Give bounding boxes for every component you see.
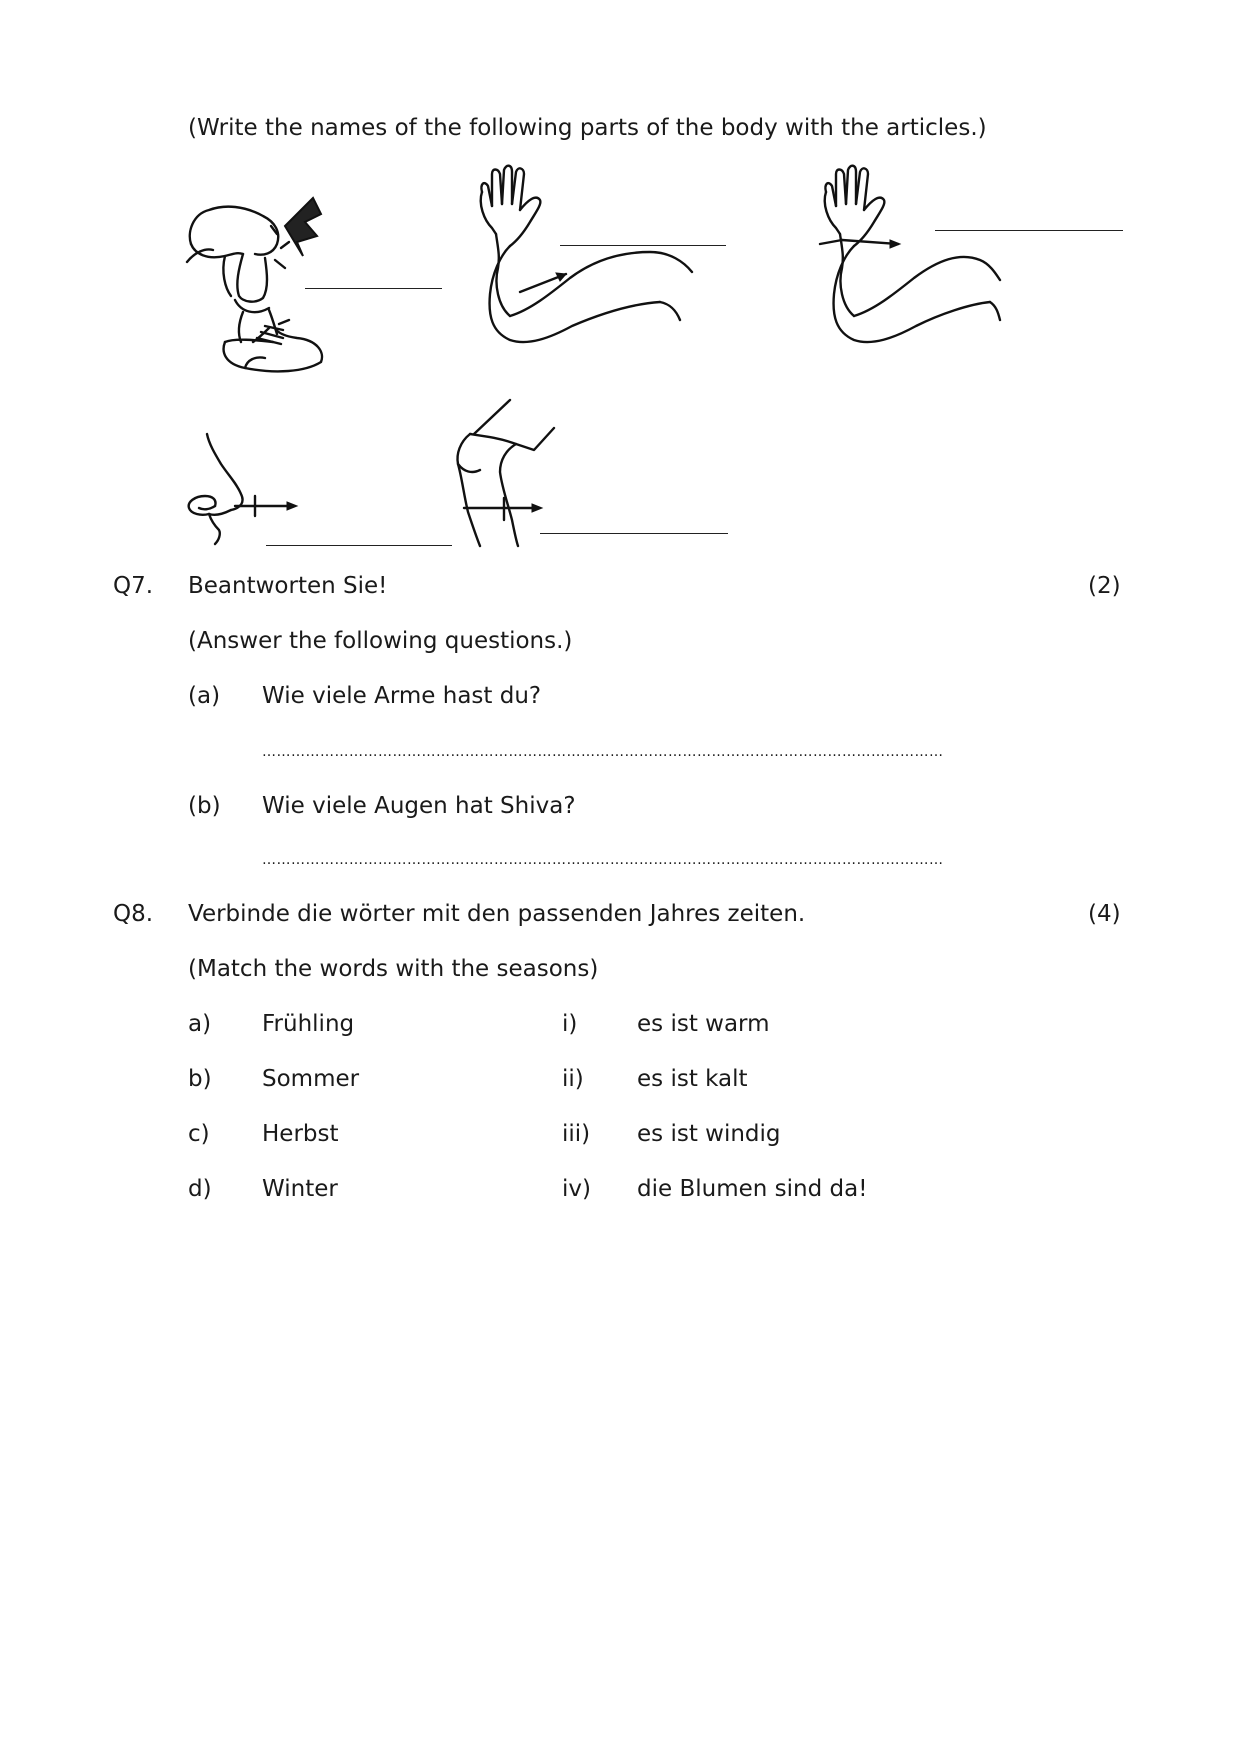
q8-marks: (4) bbox=[1088, 901, 1121, 927]
q8-left-word: Frühling bbox=[262, 1011, 355, 1037]
q8-left-word: Winter bbox=[262, 1176, 338, 1202]
q8-left-label: c) bbox=[188, 1121, 210, 1147]
q8-left-label: a) bbox=[188, 1011, 212, 1037]
answer-blank[interactable] bbox=[935, 230, 1123, 231]
answer-blank[interactable] bbox=[266, 545, 452, 546]
q7-item-b-label: (b) bbox=[188, 793, 221, 819]
q8-right-label: iv) bbox=[562, 1176, 591, 1202]
q6-instruction: (Write the names of the following parts of the body with the articles.) bbox=[188, 115, 987, 141]
q7-item-a-answer-line[interactable]: …………………………………………………………………………………………………………………………… bbox=[262, 744, 944, 760]
nose-icon bbox=[185, 430, 305, 550]
q8-left-word: Herbst bbox=[262, 1121, 339, 1147]
q7-item-b-answer-line[interactable]: …………………………………………………………………………………………………………………………… bbox=[262, 852, 944, 868]
q8-title: Verbinde die wörter mit den passenden Jahres zeiten. bbox=[188, 901, 806, 927]
q7-number: Q7. bbox=[113, 573, 154, 599]
hand-palm-icon bbox=[820, 164, 1010, 374]
q8-right-label: ii) bbox=[562, 1066, 584, 1092]
knee-kick-icon bbox=[185, 192, 345, 382]
q8-number: Q8. bbox=[113, 901, 154, 927]
knee-icon bbox=[450, 398, 560, 548]
q8-left-word: Sommer bbox=[262, 1066, 360, 1092]
q7-title: Beantworten Sie! bbox=[188, 573, 388, 599]
answer-blank[interactable] bbox=[560, 245, 726, 246]
q8-right-phrase: es ist windig bbox=[637, 1121, 781, 1147]
q8-left-label: d) bbox=[188, 1176, 212, 1202]
q8-subtitle: (Match the words with the seasons) bbox=[188, 956, 599, 982]
q8-right-phrase: es ist kalt bbox=[637, 1066, 748, 1092]
answer-blank[interactable] bbox=[540, 533, 728, 534]
q7-item-b-question: Wie viele Augen hat Shiva? bbox=[262, 793, 576, 819]
q8-right-phrase: die Blumen sind da! bbox=[637, 1176, 868, 1202]
q8-left-label: b) bbox=[188, 1066, 212, 1092]
arm-elbow-icon bbox=[470, 164, 720, 374]
q7-item-a-question: Wie viele Arme hast du? bbox=[262, 683, 542, 709]
q8-right-phrase: es ist warm bbox=[637, 1011, 770, 1037]
q8-right-label: i) bbox=[562, 1011, 578, 1037]
q7-subtitle: (Answer the following questions.) bbox=[188, 628, 573, 654]
q7-marks: (2) bbox=[1088, 573, 1121, 599]
q8-right-label: iii) bbox=[562, 1121, 591, 1147]
answer-blank[interactable] bbox=[305, 288, 442, 289]
q7-item-a-label: (a) bbox=[188, 683, 221, 709]
